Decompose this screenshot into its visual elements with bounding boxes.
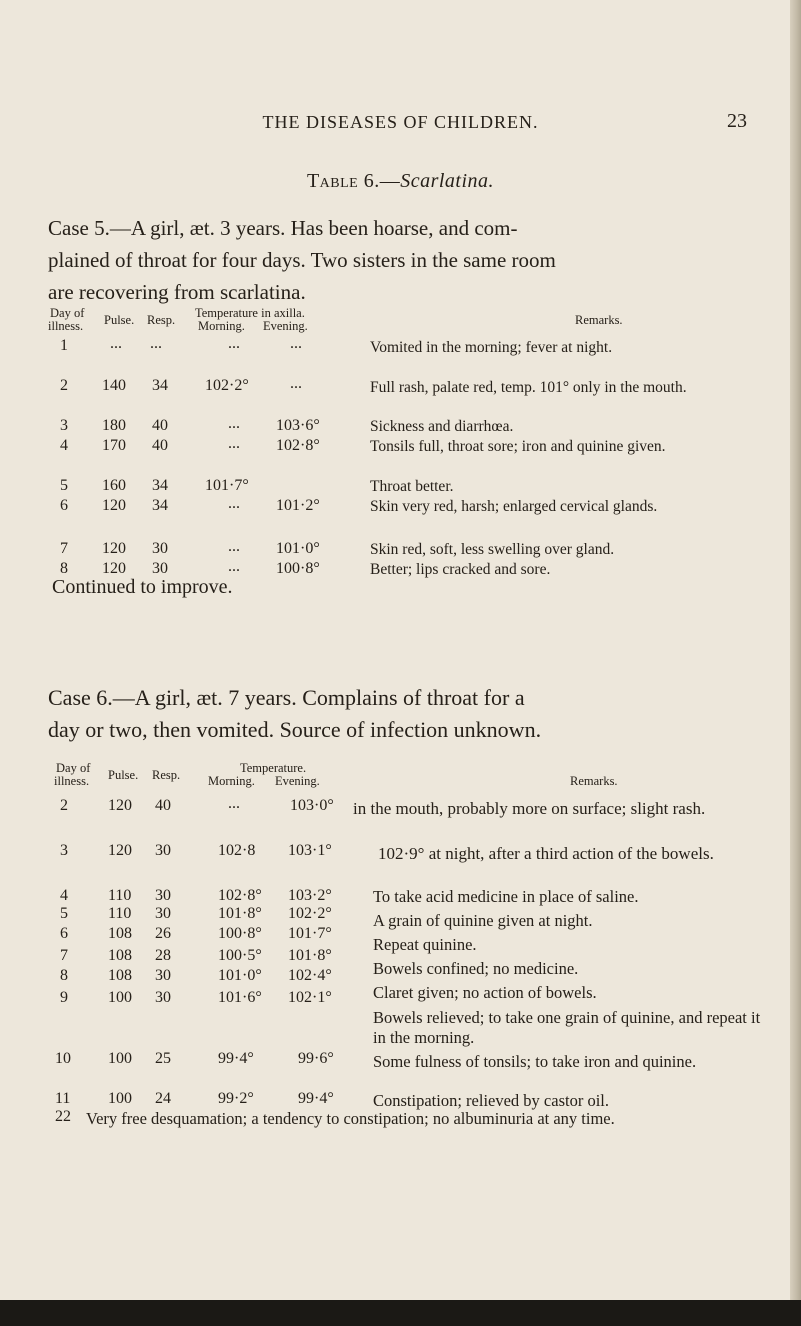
cell-pulse: 108 xyxy=(108,925,132,942)
case5-intro-line: are recovering from scarlatina. xyxy=(48,280,306,304)
cell-pulse: 160 xyxy=(102,477,126,494)
cell-evening: 101·2° xyxy=(276,497,320,514)
cell-morning: 100·8° xyxy=(218,925,262,942)
cell-resp: 28 xyxy=(155,947,171,964)
cell-remark: A grain of quinine given at night. xyxy=(373,911,593,930)
cell-evening: 102·1° xyxy=(288,989,332,1006)
cell-day: 2 xyxy=(60,797,68,814)
cell-pulse: 100 xyxy=(108,989,132,1006)
cell-morning: 102·2° xyxy=(205,377,249,394)
cell-resp: 30 xyxy=(155,967,171,984)
case6-intro-line: Case 6.—A girl, æt. 7 years. Complains of throat for a xyxy=(48,685,525,710)
header-remarks: Remarks. xyxy=(575,313,623,327)
cell-evening: 102·2° xyxy=(288,905,332,922)
header-morning: Morning. xyxy=(198,319,245,333)
cell-pulse: 170 xyxy=(102,437,126,454)
cell-pulse: 140 xyxy=(102,377,126,394)
cell-resp: 26 xyxy=(155,925,171,942)
cell-day: 3 xyxy=(60,417,68,434)
cell-pulse: 120 xyxy=(108,797,132,814)
cell-morning: ... xyxy=(228,538,240,555)
table-title xyxy=(0,170,801,193)
cell-pulse: 100 xyxy=(108,1050,132,1067)
cell-day: 9 xyxy=(60,989,68,1006)
cell-resp: 25 xyxy=(155,1050,171,1067)
cell-day: 8 xyxy=(60,560,68,577)
case5-intro xyxy=(48,212,768,308)
header-illness: illness. xyxy=(54,774,90,788)
cell-resp: 34 xyxy=(152,477,168,494)
cell-evening: 100·8° xyxy=(276,560,320,577)
cell-pulse: 110 xyxy=(108,905,132,922)
cell-evening: 103·2° xyxy=(288,887,332,904)
header-evening: Evening. xyxy=(275,774,320,788)
header-day-of: Day of xyxy=(56,761,91,775)
cell-morning: 101·6° xyxy=(218,989,262,1006)
header-temperature: Temperature. xyxy=(240,761,307,775)
cell-pulse: 108 xyxy=(108,947,132,964)
cell-remark: 102·9° at night, after a third action of the bowels. xyxy=(378,844,714,863)
cell-day: 4 xyxy=(60,887,68,904)
cell-pulse: 120 xyxy=(102,560,126,577)
cell-morning: ... xyxy=(228,335,240,352)
cell-morning: 101·0° xyxy=(218,967,262,984)
cell-pulse: 100 xyxy=(108,1090,132,1107)
header-day-of: Day of xyxy=(50,306,85,320)
cell-evening: 103·0° xyxy=(290,797,334,814)
header-illness: illness. xyxy=(48,319,84,333)
cell-evening: 103·6° xyxy=(276,417,320,434)
cell-pulse: 120 xyxy=(108,842,132,859)
cell-remark: Skin very red, harsh; enlarged cervical glands. xyxy=(370,498,658,515)
case5-intro-line: plained of throat for four days. Two sisters in the same room xyxy=(48,248,556,272)
cell-resp: 30 xyxy=(155,842,171,859)
cell-remark: Repeat quinine. xyxy=(373,935,477,954)
cell-morning: ... xyxy=(228,495,240,512)
table-subject: Scarlatina. xyxy=(400,170,495,192)
cell-resp: 40 xyxy=(152,437,168,454)
cell-remark: Better; lips cracked and sore. xyxy=(370,561,551,578)
cell-day: 3 xyxy=(60,842,68,859)
cell-pulse: 120 xyxy=(102,497,126,514)
cell-evening: 102·8° xyxy=(276,437,320,454)
cell-evening: ... xyxy=(290,375,302,392)
cell-pulse: 180 xyxy=(102,417,126,434)
cell-remark: Vomited in the morning; fever at night. xyxy=(370,339,613,356)
cell-evening: 99·6° xyxy=(298,1050,334,1067)
cell-morning: ... xyxy=(228,415,240,432)
page-number: 23 xyxy=(727,110,747,132)
cell-morning: 101·8° xyxy=(218,905,262,922)
cell-evening: 103·1° xyxy=(288,842,332,859)
page-edge xyxy=(790,0,801,1326)
header-pulse: Pulse. xyxy=(108,768,139,782)
cell-day: 7 xyxy=(60,947,68,964)
cell-remark: To take acid medicine in place of saline. xyxy=(373,887,639,906)
cell-evening: ... xyxy=(290,335,302,352)
cell-evening: 102·4° xyxy=(288,967,332,984)
cell-day: 6 xyxy=(60,925,68,942)
header-morning: Morning. xyxy=(208,774,255,788)
cell-resp: 34 xyxy=(152,377,168,394)
cell-remark: Some fulness of tonsils; to take iron and quinine. xyxy=(373,1052,697,1071)
cell-resp: ... xyxy=(150,335,162,352)
cell-evening: 101·0° xyxy=(276,540,320,557)
cell-resp: 30 xyxy=(155,905,171,922)
header-temperature: Temperature in axilla. xyxy=(195,306,305,320)
cell-evening: 101·8° xyxy=(288,947,332,964)
case6-intro-line: day or two, then vomited. Source of infection unknown. xyxy=(48,717,542,742)
case6-closing-text: Very free desquamation; a tendency to constipation; no albuminuria at any time. xyxy=(86,1109,615,1128)
cell-morning: 100·5° xyxy=(218,947,262,964)
cell-remark: Bowels relieved; to take one grain of quinine, and repeat it in the morning. xyxy=(373,1008,761,1047)
cell-remark: Bowels confined; no medicine. xyxy=(373,959,579,978)
cell-morning: ... xyxy=(228,558,240,575)
cell-morning: ... xyxy=(228,795,240,812)
cell-remark: Sickness and diarrhœa. xyxy=(370,418,514,435)
running-header: THE DISEASES OF CHILDREN. xyxy=(262,112,539,132)
case6-intro xyxy=(48,682,768,746)
cell-resp: 30 xyxy=(152,540,168,557)
cell-pulse: 120 xyxy=(102,540,126,557)
header-resp: Resp. xyxy=(147,313,176,327)
cell-day: 5 xyxy=(60,905,68,922)
cell-resp: 30 xyxy=(152,560,168,577)
cell-pulse: 108 xyxy=(108,967,132,984)
cell-day: 5 xyxy=(60,477,68,494)
cell-morning: 102·8° xyxy=(218,887,262,904)
header-evening: Evening. xyxy=(263,319,308,333)
cell-day: 11 xyxy=(55,1090,71,1107)
header-remarks: Remarks. xyxy=(570,774,618,788)
cell-morning: 101·7° xyxy=(205,477,249,494)
case6-closing-day: 22 xyxy=(55,1108,71,1125)
header-pulse: Pulse. xyxy=(104,313,135,327)
cell-evening: 99·4° xyxy=(298,1090,334,1107)
cell-resp: 40 xyxy=(152,417,168,434)
cell-day: 6 xyxy=(60,497,68,514)
cell-pulse: 110 xyxy=(108,887,132,904)
cell-remark: Skin red, soft, less swelling over gland. xyxy=(370,541,615,558)
cell-day: 4 xyxy=(60,437,68,454)
cell-day: 1 xyxy=(60,337,68,354)
cell-day: 8 xyxy=(60,967,68,984)
cell-remark: Claret given; no action of bowels. xyxy=(373,983,597,1002)
cell-morning: 102·8 xyxy=(218,842,256,859)
cell-remark: in the mouth, probably more on surface; slight rash. xyxy=(353,799,706,818)
cell-resp: 30 xyxy=(155,887,171,904)
cell-day: 7 xyxy=(60,540,68,557)
header-resp: Resp. xyxy=(152,768,181,782)
cell-resp: 24 xyxy=(155,1090,171,1107)
cell-remark: Constipation; relieved by castor oil. xyxy=(373,1091,609,1110)
table-label: Table 6.— xyxy=(306,170,401,192)
case5-closing: Continued to improve. xyxy=(52,576,233,598)
case5-intro-line: Case 5.—A girl, æt. 3 years. Has been hoarse, and com- xyxy=(48,216,518,240)
cell-morning: 99·2° xyxy=(218,1090,254,1107)
cell-remark: Throat better. xyxy=(370,478,454,495)
cell-morning: ... xyxy=(228,435,240,452)
cell-remark: Tonsils full, throat sore; iron and quinine given. xyxy=(370,438,666,455)
cell-pulse: ... xyxy=(110,335,122,352)
cell-resp: 30 xyxy=(155,989,171,1006)
cell-resp: 40 xyxy=(155,797,171,814)
cell-morning: 99·4° xyxy=(218,1050,254,1067)
cell-resp: 34 xyxy=(152,497,168,514)
scan-bottom-edge xyxy=(0,1300,801,1326)
cell-evening: 101·7° xyxy=(288,925,332,942)
cell-remark: Full rash, palate red, temp. 101° only in the mouth. xyxy=(370,379,687,396)
cell-day: 10 xyxy=(55,1050,71,1067)
cell-day: 2 xyxy=(60,377,68,394)
